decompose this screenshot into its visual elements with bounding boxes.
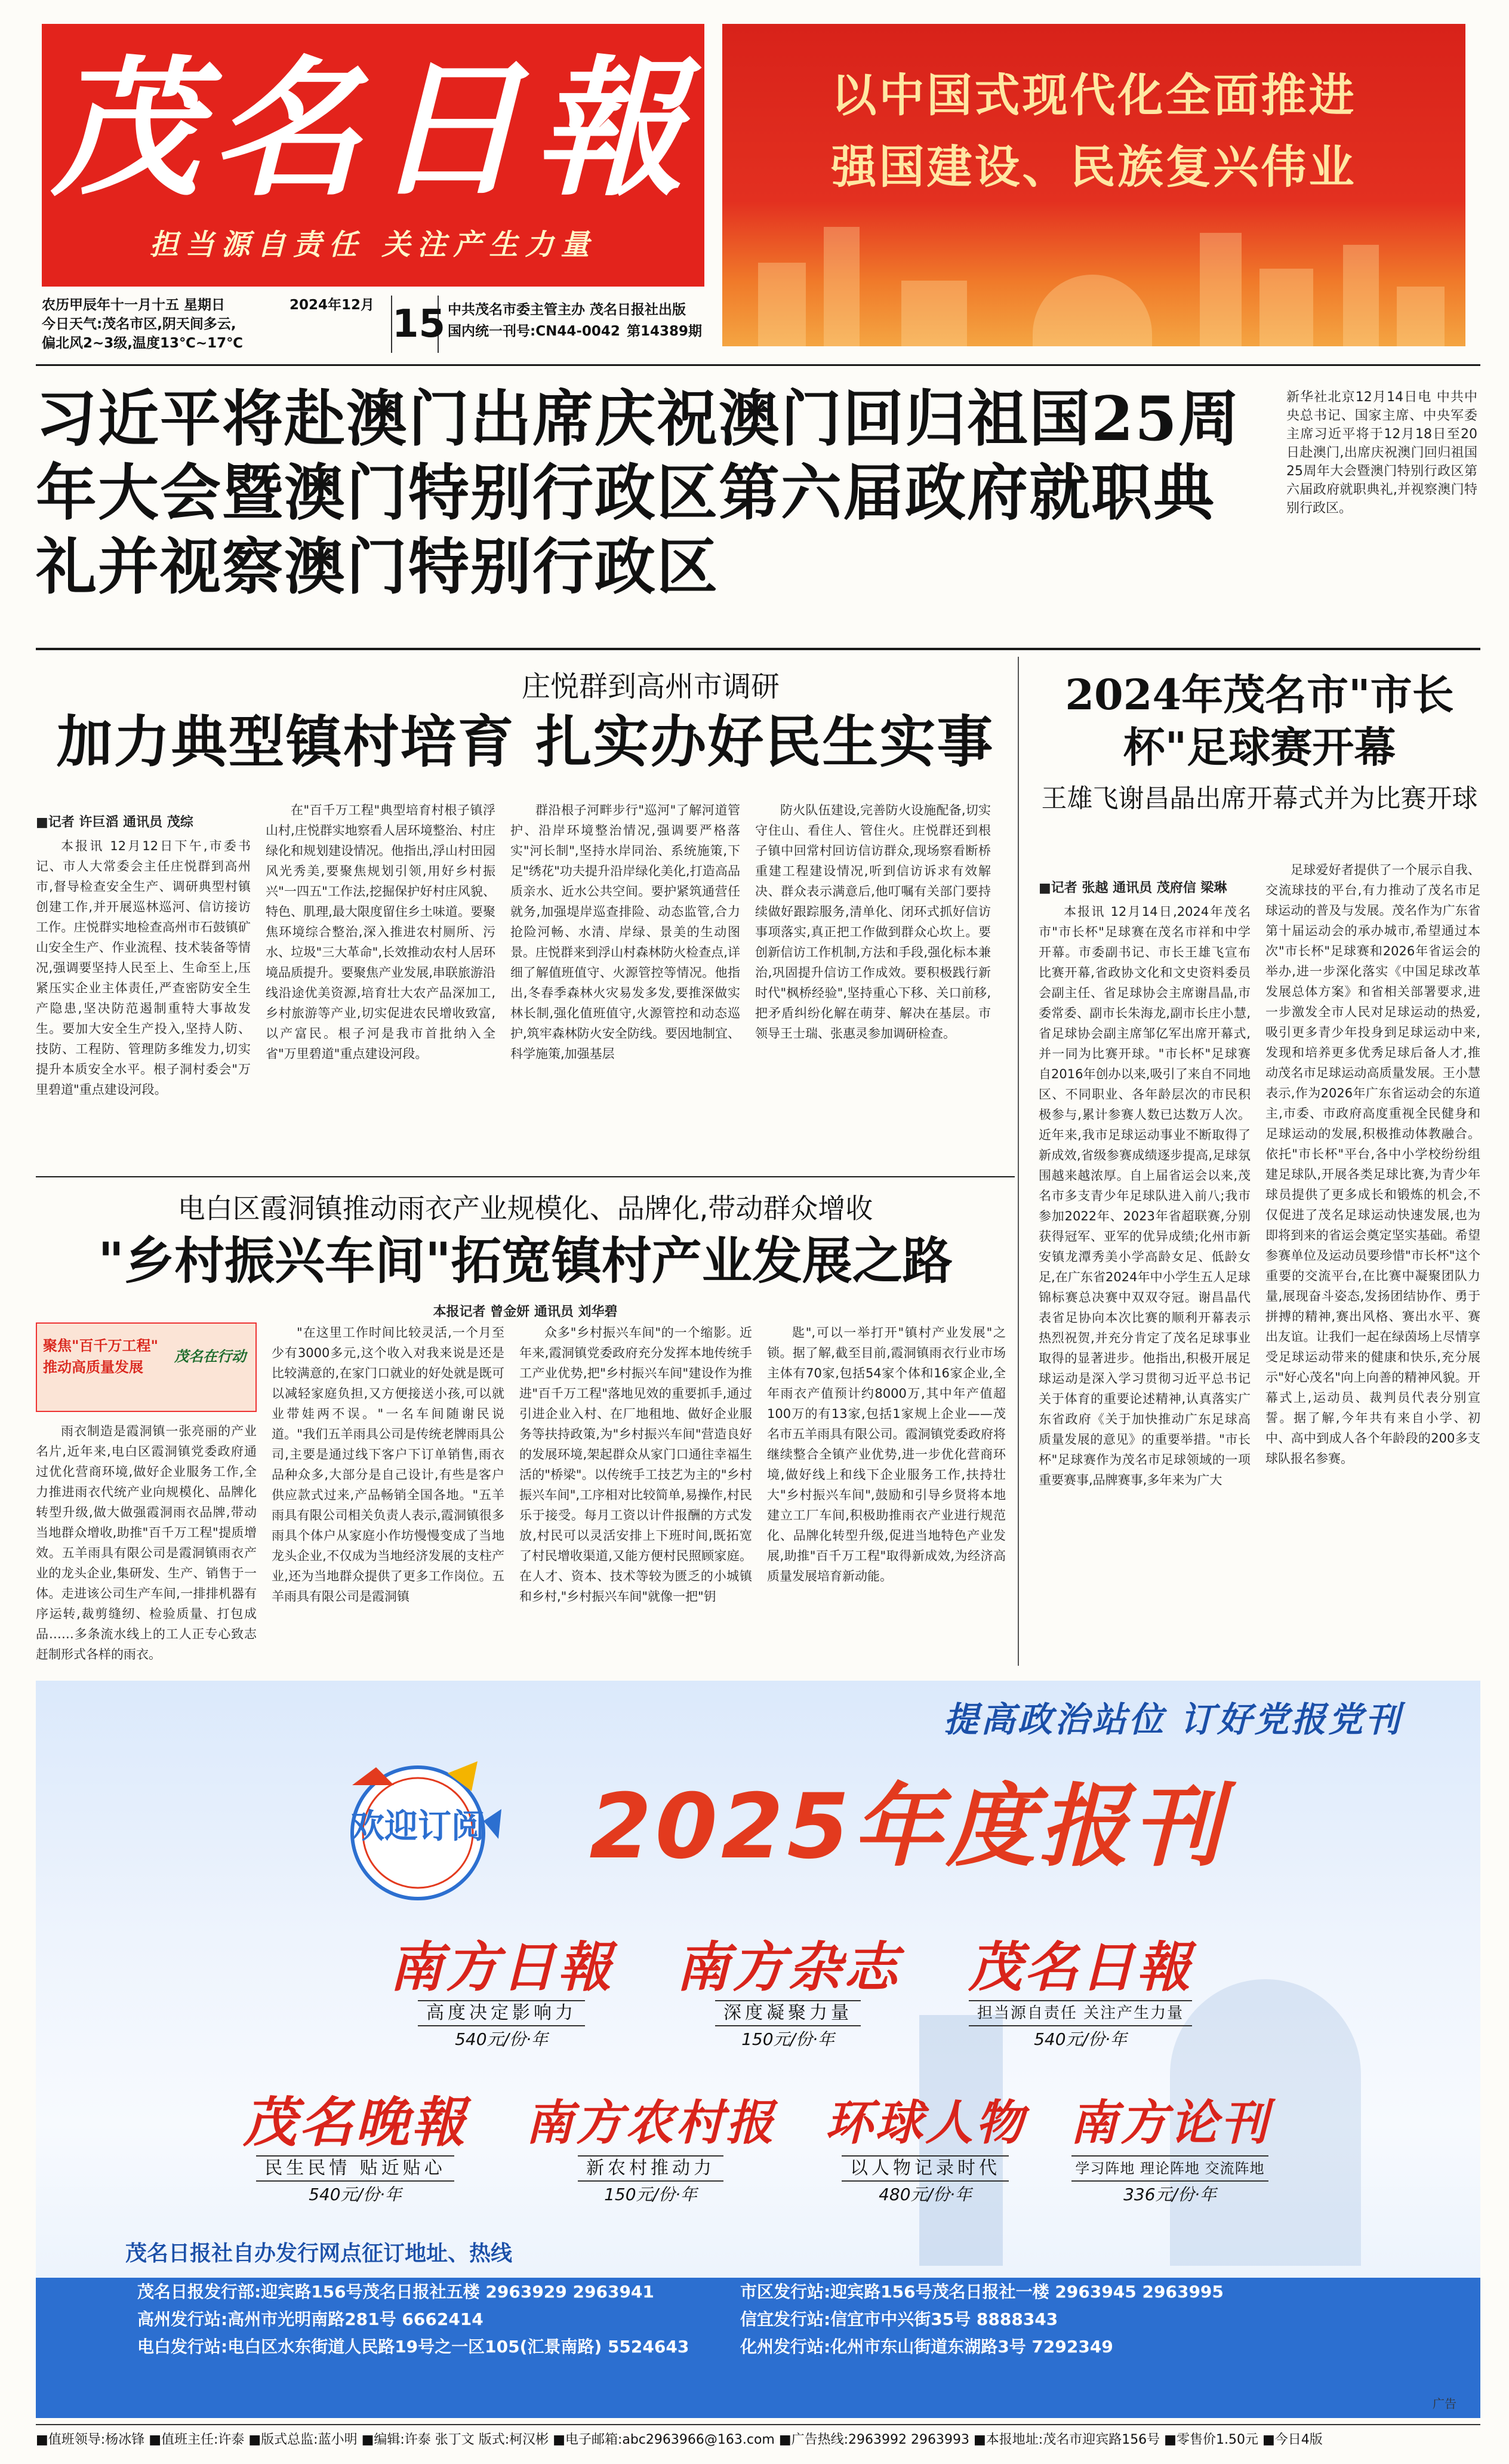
ad-label: 广告 <box>1433 2397 1456 2411</box>
welcome-badge-text: 欢迎订阅 <box>351 1807 485 1846</box>
address-item: 信宜发行站:信宜市中兴街35号 8888343 <box>740 2309 1058 2329</box>
football-byline: ■记者 张越 通讯员 茂府信 梁琳 <box>1039 881 1227 896</box>
ad-slogan: 提高政治站位 订好党报党刊 <box>943 1699 1403 1740</box>
village-byline: 本报记者 曾金妍 通讯员 刘华碧 <box>433 1305 618 1319</box>
city-skyline-shape <box>824 227 860 346</box>
publication-nanfang-magazine: 南方杂志 深度凝聚力量 150元/份·年 <box>676 1936 900 2049</box>
page-footer: ■值班领导:杨冰锋 ■值班主任:许泰 ■版式总监:蓝小明 ■编辑:许泰 张丁文 版式:柯汉彬 ■电子邮箱:abc2963966@163.com ■广告热线:2963992 2963993 ■本报地址:茂名市迎宾路156号 ■零售价1.50元 ■今日4版 <box>36 2424 1480 2454</box>
football-subtitle: 王雄飞谢昌晶出席开幕式并为比赛开球 <box>1041 784 1478 814</box>
address-item: 化州发行站:化州市东山街道东湖路3号 7292349 <box>740 2337 1113 2357</box>
newspaper-logo: 茂名日報 <box>51 41 695 216</box>
masthead-info <box>42 296 704 355</box>
cn-number: 国内统一刊号:CN44-0042 <box>448 324 620 339</box>
village-column-2: "在这里工作时间比较灵活,一个月至少有3000多元,这个收入对我来说是还是比较满意的,在家门口就业的好处就是既可以减轻家庭负担,又方便接送小孩,可以就业带娃两不误。"一名车间随谢民说道。"我们五羊雨具公司是传统老牌雨具公司,主要是通过线下客户下订单销售,雨衣品种众多,大部分是自己设计,有些是客户供应款式过来,产品畅销全国各地。"五羊雨具有限公司相关负责人表示,霞洞镇很多雨具个体户从家庭小作坊慢慢变成了当地龙头企业,不仅成为当地经济发展的支柱产业,还为当地群众提供了更多工作岗位。五羊雨具有限公司是霞洞镇 <box>272 1325 504 1604</box>
solar-date: 2024年12月 <box>290 297 375 313</box>
day-number: 15 <box>391 296 439 353</box>
weather-line-1: 今日天气:茂名市区,阴天间多云, <box>42 316 236 332</box>
campaign-tag-line-2: 推动高质量发展 <box>43 1359 143 1376</box>
top-story-lead: 新华社北京12月14日电 中共中央总书记、国家主席、中央军委主席习近平将于12月18日至20日赴澳门,出席庆祝澳门回归祖国25周年大会暨澳门特别行政区第六届政府就职典礼,并视察澳门特别行政区。 <box>1286 390 1477 516</box>
campaign-tag <box>36 1322 257 1412</box>
publication-maoming-evening: 茂名晚報 民生民情 贴近贴心 540元/份·年 <box>243 2091 467 2204</box>
city-skyline-shape <box>1200 233 1242 346</box>
zhuang-column-3: 群沿根子河畔步行"巡河"了解河道管护、沿岸环境整治情况,强调要严格落实"河长制",坚持水岸同治、系统施策,下足"绣花"功夫提升沿岸绿化美化,打造高品质亲水、近水公共空间。要护紧筑通营任就务,加强堤岸巡查排险、动态监管,合力抢险河畅、水清、岸绿、景美的生动图景。庄悦群来到浮山村森林防火检查点,详细了解值班值守、火源管控等情况。他指出,冬春季森林火灾易发多发,要推深做实林长制,强化值班值守,火源管控和动态巡护,筑牢森林防火安全防线。要因地制宜、科学施策,加强基层 <box>510 803 740 1061</box>
zhuang-headline: 加力典型镇村培育 扎实办好民生实事 <box>56 709 994 775</box>
publication-global-people: 环球人物 以人物记录时代 480元/份·年 <box>825 2094 1025 2204</box>
city-skyline-shape <box>1259 269 1313 346</box>
zhuang-byline: ■记者 许巨滔 通讯员 茂综 <box>36 815 193 830</box>
lunar-date: 农历甲辰年十一月十五 星期日 <box>42 297 226 313</box>
publication-nanfang-forum: 南方论刊 学习阵地 理论阵地 交流阵地 336元/份·年 <box>1070 2094 1270 2204</box>
zhuang-subtitle: 庄悦群到高州市调研 <box>521 670 780 703</box>
zhuang-column-2: 在"百千万工程"典型培育村根子镇浮山村,庄悦群实地察看人居环境整治、村庄绿化和规划建设情况。他指出,浮山村田园风光秀美,要聚焦规划引领,用好乡村振兴"一四五"工作法,挖掘保护好村庄风貌、特色、肌理,最大限度留住乡土味道。要聚焦环境综合整治,深入推进农村厕所、污水、垃圾"三大革命",长效推动农村人居环境品质提升。要聚焦产业发展,串联旅游沿线沿途优美资源,培育壮大农产品深加工,乡村旅游等产业,切实促进农民增收致富,以产富民。根子河是我市首批纳入全省"万里碧道"重点建设河段。 <box>266 803 495 1061</box>
zhuang-column-4: 防火队伍建设,完善防火设施配备,切实守住山、看住人、管住火。庄悦群还到根子镇中回常村回访信访群众,现场察看断桥重建工程建设情况,听到信访诉求有效解决、群众表示满意后,他叮嘱有关部门要持续做好跟踪服务,清单化、闭环式抓好信访事项落实,真正把工作做到群众心坎上。要创新信访工作机制,方法和手段,强化标本兼治,巩固提升信访工作成效。要积极践行新时代"枫桥经验",坚持重心下移、关口前移,把矛盾纠纷化解在萌芽、解决在基层。市领导王士瑞、张惠灵参加调研检查。 <box>755 803 991 1041</box>
address-heading: 茂名日报社自办发行网点征订地址、热线 <box>125 2241 513 2266</box>
masthead-slogan: 担当源自责任 关注产生力量 <box>149 228 597 262</box>
village-column-1: 雨衣制造是霞洞镇一张亮丽的产业名片,近年来,电白区霞洞镇党委政府通过优化营商环境,做好企业服务工作,全力推进雨衣代统产业向规模化、品牌化转型升级,做大做强霞洞雨衣品牌,带动当地群众增收,助推"百千万工程"提质增效。五羊雨具有限公司是霞洞镇雨衣产业的龙头企业,集研发、生产、销售于一体。走进该公司生产车间,一排排机器有序运转,裁剪缝纫、检验质量、打包成品……多条流水线上的工人正专心致志赶制形式各样的雨衣。 <box>36 1424 257 1662</box>
address-item: 高州发行站:高州市光明南路281号 6662414 <box>137 2309 484 2329</box>
ad-main-title: 2025年度报刊 <box>589 1775 1225 1879</box>
issue-number: 第14389期 <box>627 324 703 339</box>
divider <box>36 1176 1015 1177</box>
address-item: 市区发行站:迎宾路156号茂名日报社一楼 2963945 2963995 <box>740 2282 1224 2302</box>
divider <box>36 364 1480 366</box>
column-divider <box>1018 657 1019 1666</box>
campaign-tag-right: 茂名在行动 <box>174 1348 246 1365</box>
zhuang-column-1: 本报讯 12月12日下午,市委书记、市人大常委会主任庄悦群到高州市,督导检查安全生产、调研典型村镇创建工作,并开展巡林巡河、信访接访工作。庄悦群实地检查高州市石鼓镇矿山安全生产、作业流程、技术装备等情况,强调要坚持人民至上、生命至上,压紧压实企业主体责任,严查密防安全生产隐患,坚决防范遏制重特大事故发生。要加大安全生产投入,坚持人防、技防、工程防、管理防多维发力,切实提升本质安全水平。根子洞村委会"万里碧道"重点建设河段。 <box>36 839 251 1097</box>
top-story-headline: 习近平将赴澳门出席庆祝澳门回归祖国25周年大会暨澳门特别行政区第六届政府就职典礼并视察澳门特别行政区 <box>36 383 1240 603</box>
divider <box>36 648 1480 650</box>
village-column-4: 匙",可以一举打开"镇村产业发展"之锁。据了解,截至目前,霞洞镇雨衣行业市场主体有70家,包括54家个体和16家企业,全年雨衣产值预计约8000万,其中年产值超100万的有13家,包括1家规上企业——茂名市五羊雨具有限公司。霞洞镇党委政府将继续整合全镇产业优势,进一步优化营商环境,做好线上和线下企业服务工作,扶持壮大"乡村振兴车间",鼓励和引导乡贤将本地建立工厂车间,积极助推雨衣产业进行规范化、品牌化转型升级,促进当地特色产业发展,助推"百千万工程"取得新成效,为经济高质量发展培育新动能。 <box>767 1325 1006 1583</box>
football-column-1: 本报讯 12月14日,2024年茂名市"市长杯"足球赛在茂名市祥和中学开幕。市委副书记、市长王雄飞宣布比赛开幕,省政协文化和文史资料委员会副主任、省足球协会主席谢昌晶,市委常委、副市长朱海龙,副市长庄小慧,省足球协会副主席邹亿军出席开幕式,并一同为比赛开球。"市长杯"足球赛自2016年创办以来,吸引了来自不同地区、不同职业、各年龄层次的市民积极参与,累计参赛人数已达数万人次。近年来,我市足球运动事业不断取得了新成效,省级参赛成绩逐步提高,足球氛围越来越浓厚。自上届省运会以来,茂名市多支青少年足球队进入前八;我市参加2022年、2023年省超联赛,分别获得冠军、亚军的优异成绩;化州市新安镇龙潭秀美小学高龄女足、低龄女足,在广东省2024年中小学生五人足球锦标赛总决赛中双双夺冠。谢昌晶代表省足协向本次比赛的顺利开幕表示热烈祝贺,并充分肯定了茂名足球事业取得的显著进步。他指出,积极开展足球运动是深入学习贯彻习近平总书记关于体育的重要论述精神,认真落实广东省政府《关于加快推动广东足球高质量发展的意见》的重要举措。"市长杯"足球赛作为茂名市足球领域的一项重要赛事,品牌赛事,多年来为广大 <box>1039 905 1251 1487</box>
village-column-3: 众多"乡村振兴车间"的一个缩影。近年来,霞洞镇党委政府充分发挥本地传统手工产业优势,把"乡村振兴车间"建设作为推进"百千万工程"落地见效的重要抓手,通过引进企业入村、在厂地租地、做好企业服务等扶持政策,为"乡村振兴车间"营造良好的发展环境,架起群众从家门口通往幸福生活的"桥梁"。以传统手工技艺为主的"乡村振兴车间",工序相对比较简单,易操作,村民乐于接受。每月工资以计件报酬的方式发放,村民可以灵活安排上下班时间,既拓宽了村民增收渠道,又能方便村民照顾家庭。在人才、资本、技术等较为匮乏的小城镇和乡村,"乡村振兴车间"就像一把"钥 <box>519 1325 752 1604</box>
city-skyline-shape <box>1343 245 1379 346</box>
village-subtitle: 电白区霞洞镇推动雨衣产业规模化、品牌化,带动群众增收 <box>177 1192 873 1225</box>
football-headline: 2024年茂名市"市长杯"足球赛开幕 <box>1065 670 1454 772</box>
publication-nanfang-daily: 南方日報 高度决定影响力 540元/份·年 <box>389 1936 614 2049</box>
city-skyline-shape <box>901 281 967 346</box>
football-column-2: 足球爱好者提供了一个展示自我、交流球技的平台,有力推动了茂名市足球运动的普及与发展。茂名作为广东省第十届运动会的承办城市,希望通过本次"市长杯"足球赛和2026年省运会的举办,进一步深化落实《中国足球改革发展总体方案》和省相关部署要求,进一步激发全市人民对足球运动的热爱,吸引更多青少年投身到足球运动中来,发现和培养更多优秀足球后备人才,推动茂名市足球运动高质量发展。王小慧表示,作为2026年广东省运动会的东道主,市委、市政府高度重视全民健身和足球运动的发展,积极推动体教融合。依托"市长杯"平台,各中小学校纷纷组建足球队,开展各类足球比赛,为青少年球员提供了更多成长和锻炼的机会,不仅促进了茂名足球运动快速发展,也为即将到来的省运会奠定坚实基础。希望参赛单位及运动员要珍惜"市长杯"这个重要的交流平台,在比赛中凝聚团队力量,展现奋斗姿态,发扬团结协作、勇于拼搏的精神,赛出风格、赛出水平、赛出友谊。让我们一起在绿茵场上尽情享受足球运动带来的健康和快乐,充分展示"好心茂名"向上向善的精神风貌。开幕式上,运动员、裁判员代表分别宣誓。据了解,今年共有来自小学、初中、高中到成人各个年龄段的200多支球队报名参赛。 <box>1265 863 1480 1466</box>
city-skyline-shape <box>1397 287 1445 346</box>
address-item: 电白发行站:电白区水东街道人民路19号之一区105(汇景南路) 5524643 <box>137 2337 689 2357</box>
banner-line-1: 以中国式现代化全面推进 <box>831 69 1357 122</box>
city-skyline-shape <box>758 263 806 346</box>
banner-line-2: 强国建设、民族复兴伟业 <box>831 140 1357 193</box>
campaign-tag-line-1: 聚焦"百千万工程" <box>43 1337 159 1354</box>
city-skyline-shape <box>1033 275 1152 346</box>
sponsor: 中共茂名市委主管主办 茂名日报社出版 <box>448 302 686 318</box>
weather-line-2: 偏北风2~3级,温度13℃~17℃ <box>42 336 244 351</box>
village-headline: "乡村振兴车间"拓宽镇村产业发展之路 <box>98 1231 953 1290</box>
address-item: 茂名日报发行部:迎宾路156号茂名日报社五楼 2963929 2963941 <box>137 2282 654 2302</box>
publication-nanfang-rural: 南方农村报 新农村推动力 150元/份·年 <box>525 2094 776 2204</box>
publication-maoming-daily: 茂名日報 担当源自责任 关注产生力量 540元/份·年 <box>968 1936 1193 2049</box>
